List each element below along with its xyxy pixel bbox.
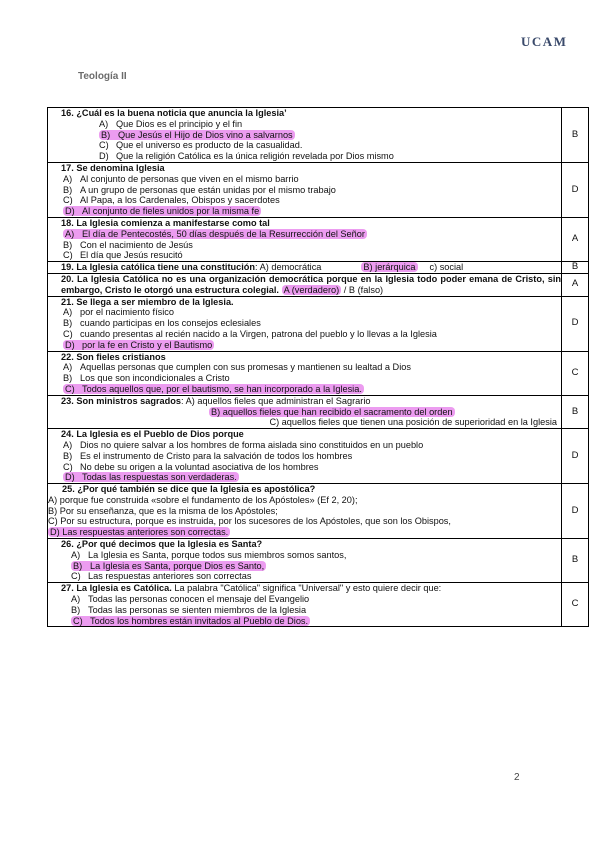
- question-cell: [48, 217, 562, 261]
- answer-highlight: D) Las respuestas anteriores son correctas.: [50, 527, 229, 538]
- question-inline: 19. La Iglesia católica tiene una constitución: A) democrática B) jerárquica c) social: [61, 262, 464, 273]
- option-a: A) porque fue construida «sobre el fundamento de los Apóstoles» (Ef 2, 20);: [48, 494, 358, 505]
- option-c: C) No debe su origen a la voluntad asociativa de los hombres: [63, 461, 319, 472]
- question-title: 17. Se denomina Iglesia: [61, 162, 165, 173]
- option-a: A) Al conjunto de personas que viven en el mismo barrio: [63, 173, 299, 184]
- question-cell: [48, 539, 562, 583]
- answer-cell: B: [562, 262, 589, 274]
- subject-title: Teología II: [78, 71, 127, 82]
- answer-highlight: D) Todas las respuestas son verdaderas.: [65, 472, 237, 483]
- option-a: A) Todas las personas conocen el mensaje del Evangelio: [71, 594, 310, 605]
- answer-cell: D: [562, 162, 589, 217]
- option-c: C) El día que Jesús resucitó: [63, 250, 183, 261]
- option-b: B) Todas las personas se sienten miembros de la Iglesia: [71, 604, 307, 615]
- option-d: [51, 206, 561, 217]
- option-c: C) Por su estructura, porque es instruida, por los sucesores de los Apóstoles, que son los Obispos,: [48, 516, 451, 527]
- answer-highlight: C) Todos aquellos que, por el bautismo, se han incorporado a la Iglesia.: [65, 383, 362, 394]
- quiz-table: [47, 107, 589, 627]
- question-title: 26. ¿Por qué decimos que la Iglesia es Santa?: [61, 539, 263, 550]
- option-a: A) Aquellas personas que cumplen con sus promesas y mantienen su lealtad a Dios: [63, 362, 411, 373]
- answer-cell: B: [562, 539, 589, 583]
- question-title: 27. La Iglesia es Católica. La palabra "Católica" significa "Universal" y esto quiere decir que:: [61, 583, 442, 594]
- question-row: [48, 351, 589, 395]
- question-cell: [48, 395, 562, 428]
- question-row: [48, 429, 589, 484]
- answer-cell: B: [562, 108, 589, 163]
- answer-highlight: A) El día de Pentecostés, 50 días después de la Resurrección del Señor: [65, 228, 365, 239]
- question-title: 24. La Iglesia es el Pueblo de Dios porque: [61, 429, 244, 440]
- question-row: [48, 162, 589, 217]
- option-c: C) Las respuestas anteriores son correctas: [71, 571, 252, 582]
- answer-cell: A: [562, 273, 589, 296]
- option-b: B) Por su enseñanza, que es la misma de los Apóstoles;: [48, 505, 278, 516]
- option-c: C) aquellos fieles que tienen una posición de superioridad en la Iglesia: [269, 417, 557, 428]
- option-a: A) La Iglesia es Santa, porque todos sus miembros somos santos,: [71, 549, 347, 560]
- question-title: 25. ¿Por qué también se dice que la Iglesia es apostólica?: [62, 484, 316, 495]
- question-row: [48, 395, 589, 428]
- page-number: 2: [514, 772, 520, 783]
- option-b: B) A un grupo de personas que están unidas por el mismo trabajo: [63, 184, 336, 195]
- question-cell: [48, 296, 562, 351]
- option-b: B) Los que son incondicionales a Cristo: [63, 373, 230, 384]
- question-cell: [48, 351, 562, 395]
- question-cell: [48, 162, 562, 217]
- option-c: [51, 384, 561, 395]
- answer-highlight: D) por la fe en Cristo y el Bautismo: [65, 339, 213, 350]
- answer-highlight: C) Todos los hombres están invitados al Pueblo de Dios.: [73, 615, 309, 626]
- option-b: B) Es el instrumento de Cristo para la salvación de todos los hombres: [63, 450, 353, 461]
- option-d: [48, 527, 561, 538]
- question-row: [48, 583, 589, 627]
- answer-highlight: D) Al conjunto de fieles unidos por la misma fe: [65, 206, 260, 217]
- option-c: C) cuando presentas al recién nacido a la Virgen, patrona del pueblo y lo llevas a la Iglesia: [63, 328, 437, 339]
- question-row: [48, 273, 589, 296]
- question-cell: [48, 484, 562, 539]
- question-row: [48, 296, 589, 351]
- answer-cell: D: [562, 484, 589, 539]
- answer-cell: B: [562, 395, 589, 428]
- question-inline: 20. La Iglesia Católica no es una organización democrática porque en la Iglesia todo poder emana de Cristo, sin embargo, Cristo le otorgó una estructura colegial. A (verdadero) / B (falso): [61, 273, 561, 295]
- option-b: [51, 130, 561, 141]
- option-b: [51, 407, 561, 418]
- answer-cell: D: [562, 296, 589, 351]
- option-a: A) por el nacimiento físico: [63, 307, 174, 318]
- option-b: B) Con el nacimiento de Jesús: [63, 239, 193, 250]
- question-title: 22. Son fieles cristianos: [61, 351, 166, 362]
- option-c: C) Que el universo es producto de la casualidad.: [99, 140, 303, 151]
- option-c: [51, 616, 561, 627]
- question-cell: [48, 583, 562, 627]
- question-row: [48, 539, 589, 583]
- answer-highlight: A (verdadero): [283, 284, 340, 295]
- answer-cell: C: [562, 583, 589, 627]
- answer-highlight: B) Que Jesús el Hijo de Dios vino a salvarnos: [101, 129, 293, 140]
- question-row: [48, 108, 589, 163]
- option-b: [51, 561, 561, 572]
- option-c: C) Al Papa, a los Cardenales, Obispos y sacerdotes: [63, 195, 280, 206]
- option-d: D) Que la religión Católica es la única religión revelada por Dios mismo: [99, 151, 394, 162]
- answer-highlight: B) La Iglesia es Santa, porque Dios es Santo,: [73, 560, 265, 571]
- question-title: 18. La Iglesia comienza a manifestarse como tal: [61, 217, 270, 228]
- answer-highlight: B) aquellos fieles que han recibido el sacramento del orden: [211, 406, 453, 417]
- question-inline: 23. Son ministros sagrados: A) aquellos fieles que administran el Sagrario: [61, 395, 371, 406]
- question-cell: [48, 108, 562, 163]
- question-row: [48, 217, 589, 261]
- option-a: A) Dios no quiere salvar a los hombres de forma aislada sino constituidos en un pueblo: [63, 439, 424, 450]
- question-title: 21. Se llega a ser miembro de la Iglesia.: [61, 296, 234, 307]
- question-cell: [48, 273, 562, 296]
- answer-highlight: B) jerárquica: [363, 262, 416, 273]
- question-title: 16. ¿Cuál es la buena noticia que anuncia la Iglesia’: [61, 108, 287, 118]
- question-row: [48, 262, 589, 274]
- ucam-logo: UCAM: [521, 34, 568, 49]
- question-row: [48, 484, 589, 539]
- option-a: A) Que Dios es el principio y el fin: [99, 118, 243, 129]
- question-cell: [48, 262, 562, 274]
- answer-cell: A: [562, 217, 589, 261]
- option-a: [51, 229, 561, 240]
- option-d: [51, 340, 561, 351]
- question-cell: [48, 429, 562, 484]
- answer-cell: D: [562, 429, 589, 484]
- answer-cell: C: [562, 351, 589, 395]
- option-b: B) cuando participas en los consejos eclesiales: [63, 318, 261, 329]
- option-d: [51, 472, 561, 483]
